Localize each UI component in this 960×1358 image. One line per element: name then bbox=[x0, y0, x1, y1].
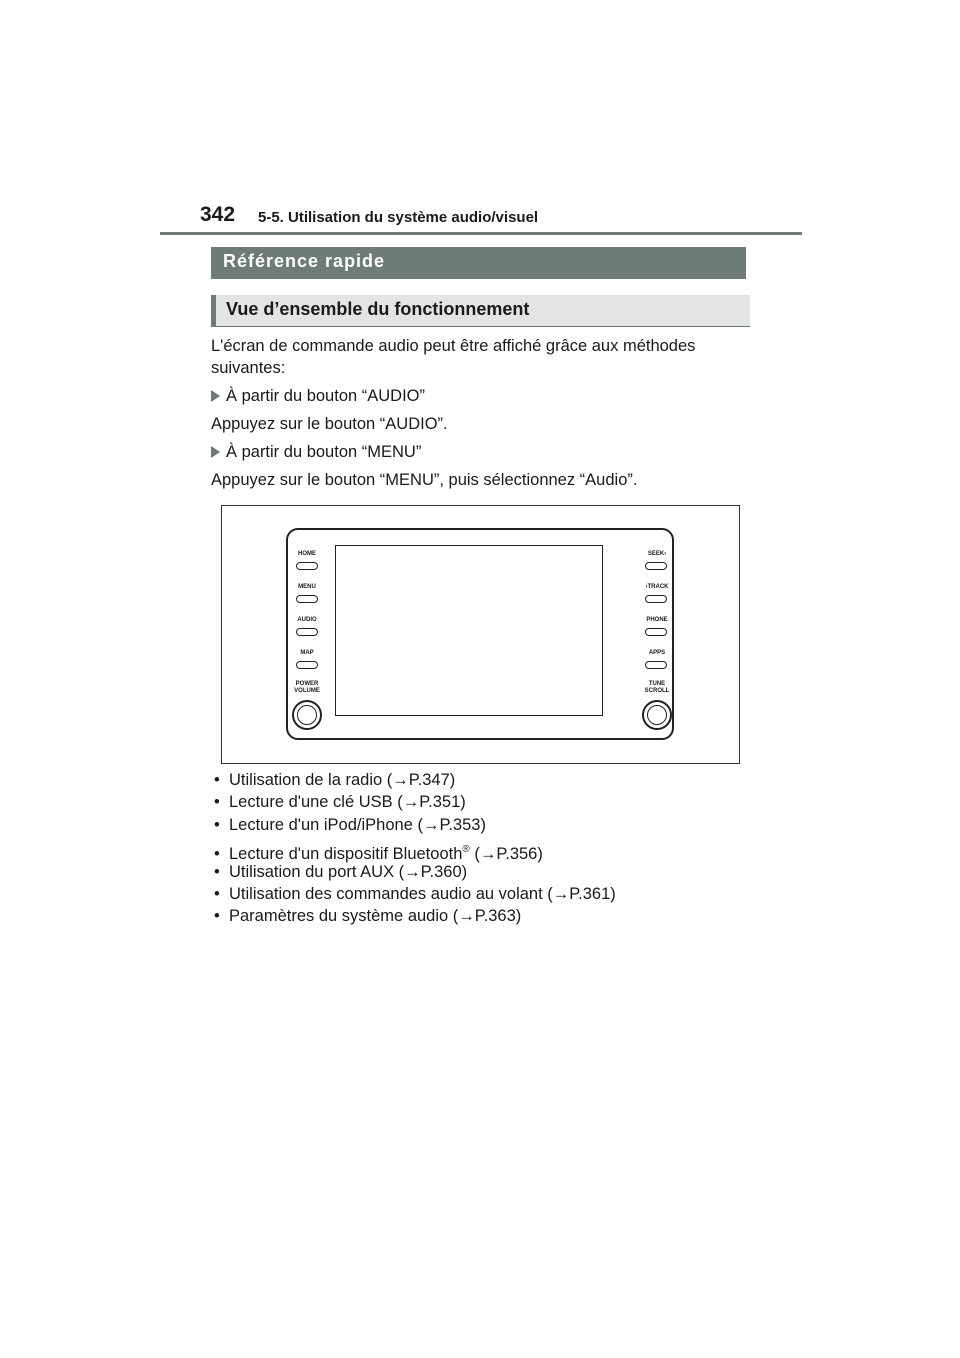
subsection-divider bbox=[211, 326, 750, 327]
bullet-icon: • bbox=[214, 885, 220, 904]
header-divider bbox=[160, 232, 802, 235]
list-item: • Lecture d'un iPod/iPhone (→P.353) bbox=[214, 815, 486, 834]
triangle-bullet-icon bbox=[211, 446, 220, 458]
arrow-icon: → bbox=[552, 885, 570, 904]
reference-list bbox=[214, 769, 616, 928]
bullet-icon: • bbox=[214, 815, 220, 834]
arrow-icon: → bbox=[479, 844, 497, 863]
phone-button bbox=[645, 628, 667, 636]
list-item: • Utilisation du port AUX (→P.360) bbox=[214, 862, 468, 881]
audio-unit-figure bbox=[221, 505, 740, 764]
audio-button bbox=[296, 628, 318, 636]
home-button bbox=[296, 562, 318, 570]
power-volume-knob bbox=[292, 700, 322, 730]
track-text: TRACK bbox=[647, 584, 669, 590]
chapter-title: 5-5. Utilisation du système audio/visuel bbox=[258, 209, 539, 226]
bullet-icon: • bbox=[214, 793, 220, 812]
track-button bbox=[645, 595, 667, 603]
intro-line-2: suivantes: bbox=[211, 359, 286, 377]
arrow-icon: → bbox=[392, 771, 409, 789]
bullet-icon: • bbox=[214, 907, 220, 926]
seek-button bbox=[645, 562, 667, 570]
method-2-label: À partir du bouton “MENU” bbox=[226, 443, 422, 461]
menu-label: MENU bbox=[298, 584, 316, 590]
bullet-icon: • bbox=[214, 862, 220, 881]
intro-line-1: L'écran de commande audio peut être affiché grâce aux méthodes bbox=[211, 337, 696, 355]
arrow-icon: → bbox=[404, 862, 421, 881]
method-2-instruction: Appuyez sur le bouton “MENU”, puis sélectionnez “Audio”. bbox=[211, 471, 638, 489]
track-label: ‹TRACK bbox=[645, 584, 669, 590]
triangle-bullet-icon bbox=[211, 390, 220, 402]
list-item: • Lecture d'une clé USB (→P.351) bbox=[214, 793, 466, 812]
apps-button bbox=[645, 661, 667, 669]
list-item: • Lecture d'un dispositif Bluetooth® (→P.356) bbox=[214, 836, 616, 861]
tune-scroll-label bbox=[637, 681, 677, 694]
scroll-label: SCROLL bbox=[644, 687, 670, 694]
seek-text: SEEK bbox=[647, 551, 665, 557]
page-number: 342 bbox=[200, 203, 236, 226]
list-item: • Utilisation de la radio (→P.347) bbox=[214, 771, 456, 789]
tune-label: TUNE bbox=[648, 681, 666, 687]
power-volume-label bbox=[287, 681, 327, 694]
power-label: POWER bbox=[295, 681, 319, 687]
intro-text bbox=[211, 335, 751, 379]
list-item: • Paramètres du système audio (→P.363) bbox=[214, 907, 522, 926]
home-label: HOME bbox=[298, 551, 316, 557]
section-title: Référence rapide bbox=[211, 247, 746, 279]
volume-label: VOLUME bbox=[294, 687, 320, 694]
phone-label: PHONE bbox=[646, 617, 668, 623]
map-label: MAP bbox=[300, 650, 314, 656]
display-screen bbox=[335, 545, 603, 716]
menu-button bbox=[296, 595, 318, 603]
tune-scroll-knob bbox=[642, 700, 672, 730]
method-1-heading bbox=[211, 385, 425, 407]
registered-mark: ® bbox=[462, 843, 470, 855]
method-2-heading bbox=[211, 441, 421, 463]
arrow-icon: → bbox=[458, 907, 475, 926]
arrow-icon: → bbox=[402, 793, 420, 812]
audio-label: AUDIO bbox=[297, 617, 317, 623]
map-button bbox=[296, 661, 318, 669]
bullet-icon: • bbox=[214, 844, 220, 863]
bullet-icon: • bbox=[214, 771, 220, 789]
head-unit-outline bbox=[286, 528, 674, 740]
arrow-icon: → bbox=[422, 815, 440, 834]
seek-label: SEEK› bbox=[647, 551, 667, 557]
method-1-instruction: Appuyez sur le bouton “AUDIO”. bbox=[211, 415, 448, 433]
apps-label: APPS bbox=[648, 650, 666, 656]
method-1-label: À partir du bouton “AUDIO” bbox=[226, 387, 425, 405]
list-item: • Utilisation des commandes audio au volant (→P.361) bbox=[214, 885, 616, 904]
subsection-title: Vue d’ensemble du fonctionnement bbox=[211, 295, 750, 327]
